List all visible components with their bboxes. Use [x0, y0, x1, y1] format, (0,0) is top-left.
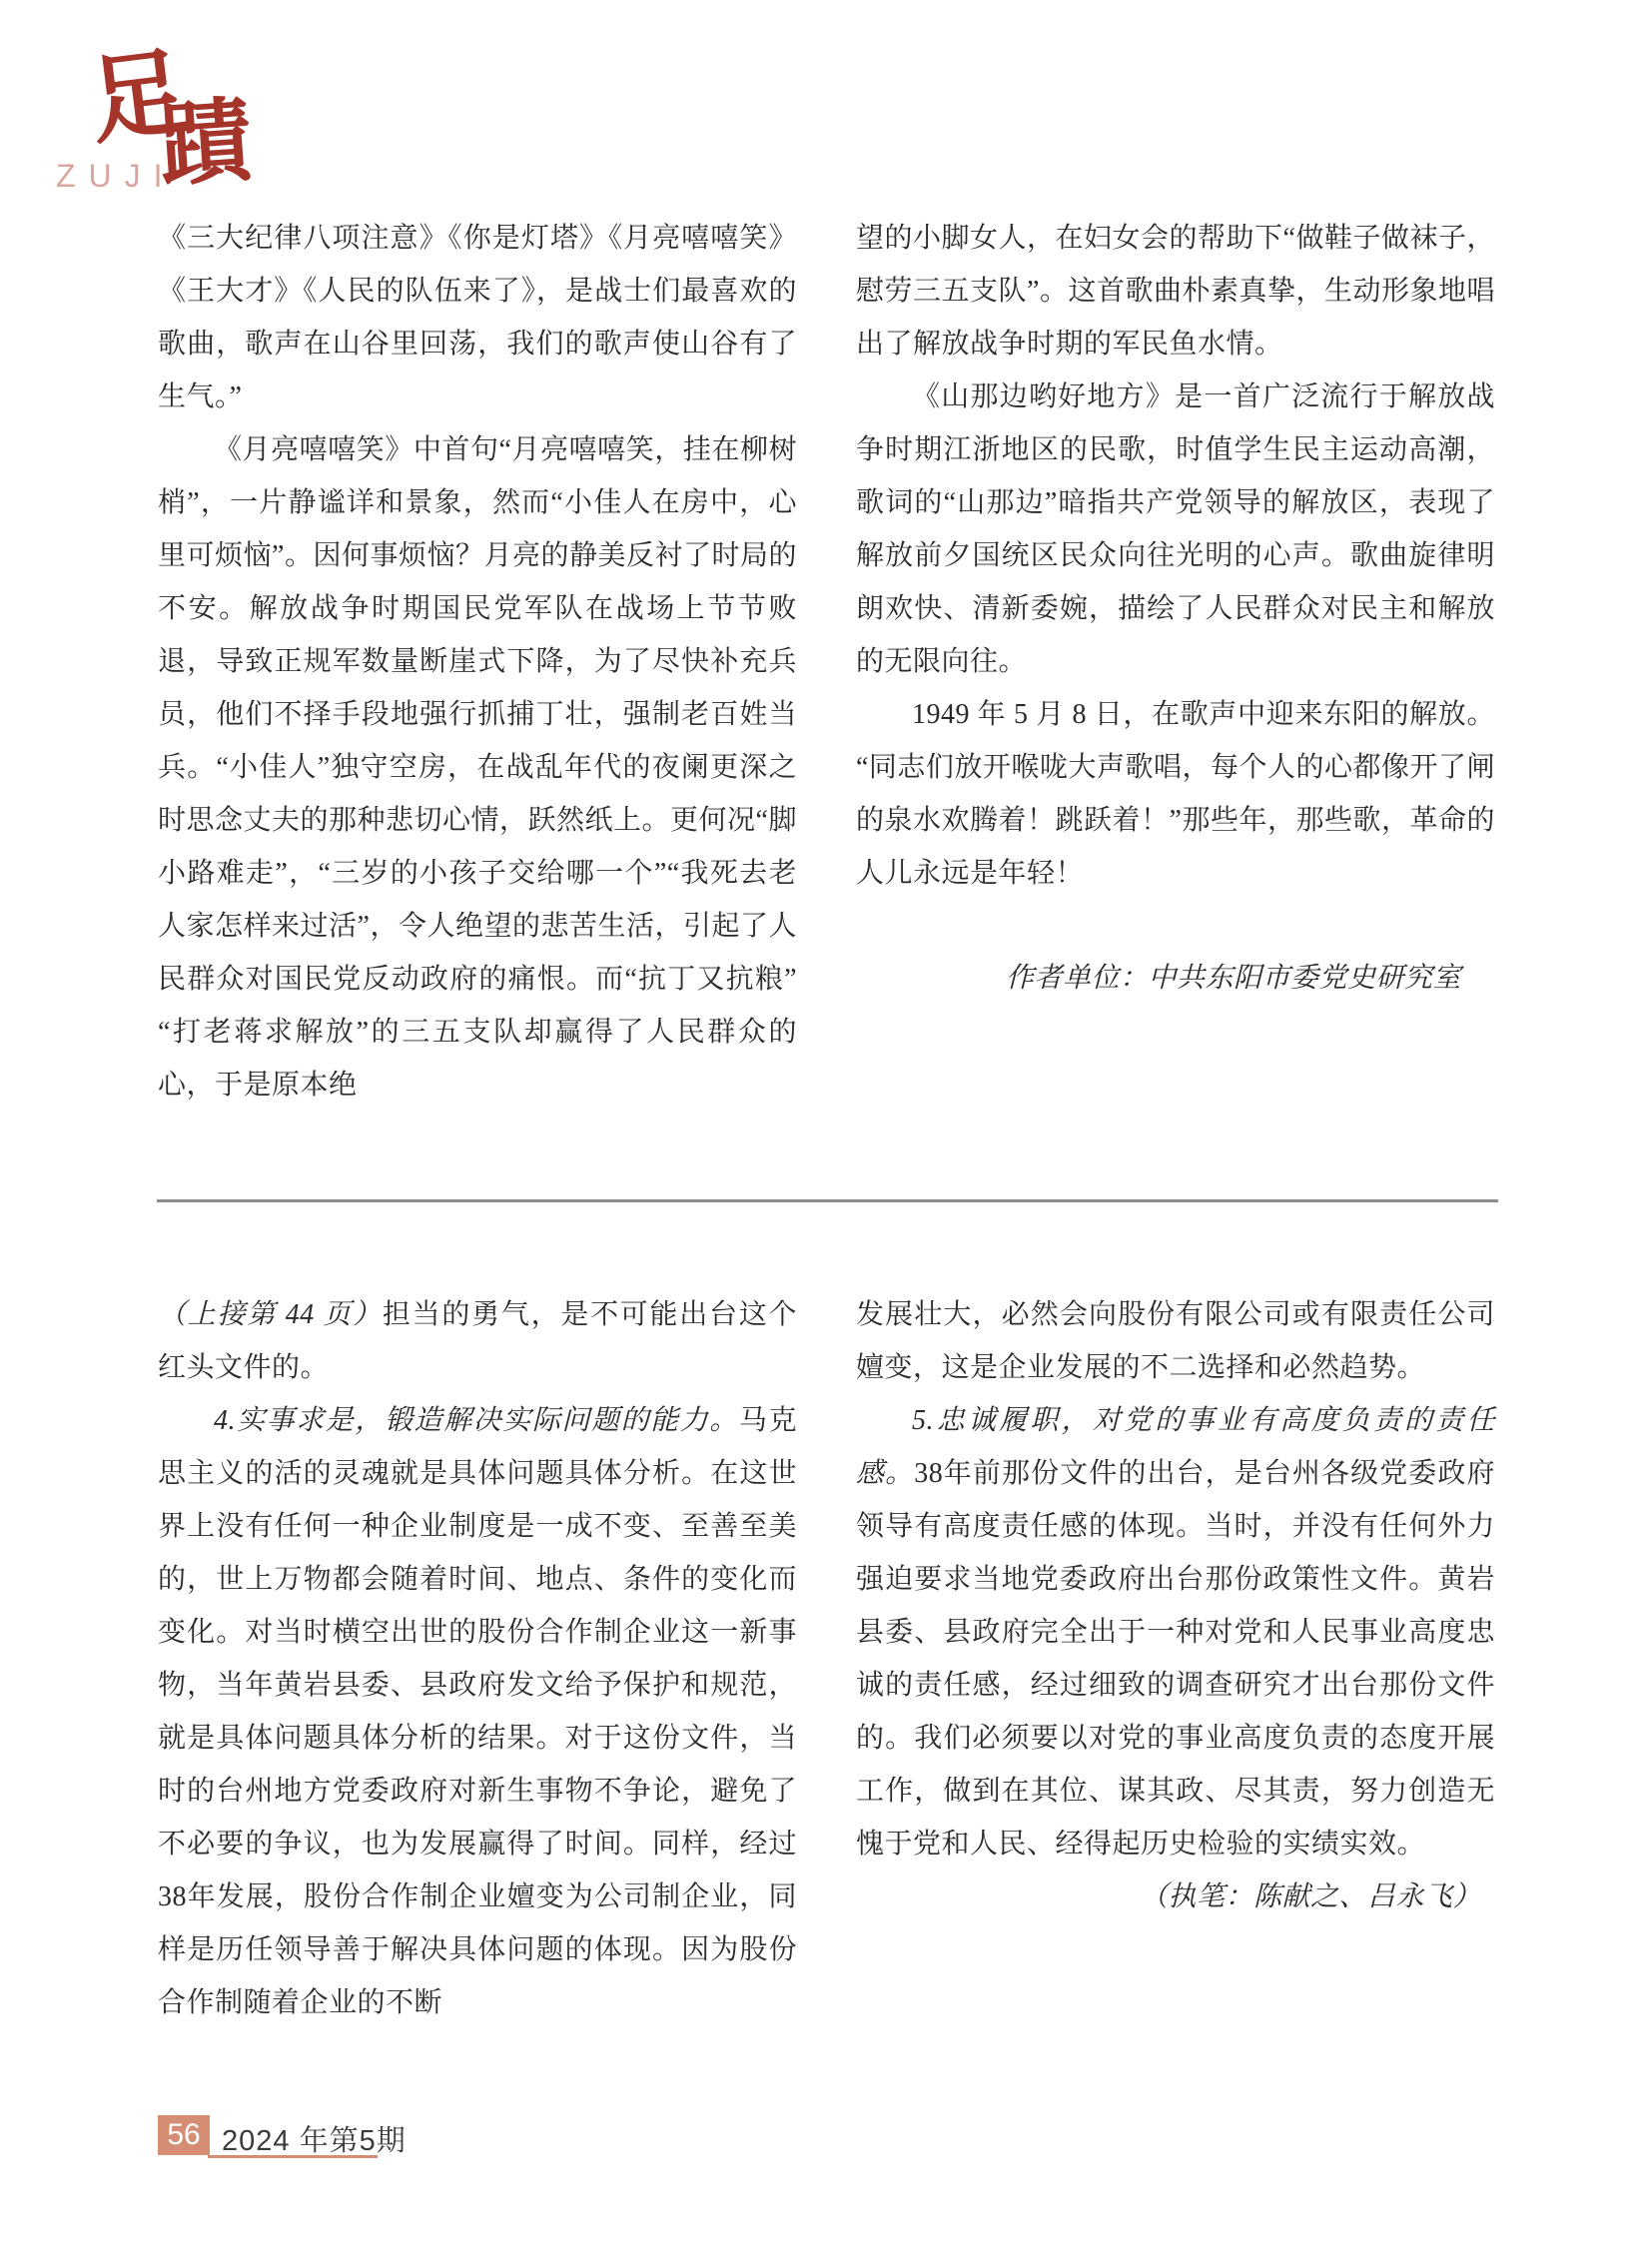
top-right-column	[856, 212, 1495, 1112]
byline: （执笔：陈献之、吕永飞）	[1139, 1881, 1481, 1912]
paragraph: 《月亮嘻嘻笑》中首句“月亮嘻嘻笑，挂在柳树梢”，一片静谧详和景象，然而“小佳人在房中，心里可烦恼”。因何事烦恼？月亮的静美反衬了时局的不安。解放战争时期国民党军队在战场上节节败退，导致正规军数量断崖式下降，为了尽快补充兵员，他们不择手段地强行抓捕丁壮，强制老百姓当兵。“小佳人”独守空房，在战乱年代的夜阑更深之时思念丈夫的那种悲切心情，跃然纸上。更何况“脚小路难走”，“三岁的小孩子交给哪一个”“我死去老人家怎样来过活”，令人绝望的悲苦生活，引起了人民群众对国民党反动政府的痛恨。而“抗丁又抗粮”“打老蒋求解放”的三五支队却赢得了人民群众的心，于是原本绝	[158, 434, 797, 1101]
numbered-point-lead: 5.忠诚履职，对党的事业有高度负责的责任感。	[856, 1405, 1495, 1489]
logo-subtitle: ZUJI	[56, 158, 176, 194]
paragraph: 《三大纪律八项注意》《你是灯塔》《月亮嘻嘻笑》《王大才》《人民的队伍来了》，是战士们最喜欢的歌曲，歌声在山谷里回荡，我们的歌声使山谷有了生气。”	[158, 223, 797, 412]
paragraph-text: 马克思主义的活的灵魂就是具体问题具体分析。在这世界上没有任何一种企业制度是一成不变、至善至美的，世上万物都会随着时间、地点、条件的变化而变化。对当时横空出世的股份合作制企业这一新事物，当年黄岩县委、县政府发文给予保护和规范，就是具体问题具体分析的结果。对于这份文件，当时的台州地方党委政府对新生事物不争论，避免了不必要的争议，也为发展赢得了时间。同样，经过38年发展，股份合作制企业嬗变为公司制企业，同样是历任领导善于解决具体问题的体现。因为股份合作制随着企业的不断	[158, 1405, 797, 2018]
paragraph: 发展壮大，必然会向股份有限公司或有限责任公司嬗变，这是企业发展的不二选择和必然趋势。	[856, 1299, 1495, 1383]
page-number-badge: 56	[158, 2115, 210, 2155]
bottom-right-column	[856, 1288, 1495, 2029]
zuji-logo	[40, 30, 300, 210]
numbered-point-lead: 4.实事求是，锻造解决实际问题的能力。	[214, 1405, 739, 1436]
paragraph-text: 担当的勇气，是不可能出台这个红头文件的。	[158, 1299, 797, 1383]
paragraph	[158, 1394, 797, 2029]
section-divider	[157, 1199, 1498, 1202]
page-footer	[158, 2115, 657, 2165]
paragraph: 望的小脚女人，在妇女会的帮助下“做鞋子做袜子，慰劳三五支队”。这首歌曲朴素真挚，生动形象地唱出了解放战争时期的军民鱼水情。	[856, 223, 1495, 360]
bottom-article-section	[158, 1288, 1496, 2029]
issue-label: 2024 年第5期	[222, 2125, 407, 2157]
paragraph-text: 38年前那份文件的出台，是台州各级党委政府领导有高度责任感的体现。当时，并没有任何外力强迫要求当地党委政府出台那份政策性文件。黄岩县委、县政府完全出于一种对党和人民事业高度忠诚的责任感，经过细致的调查研究才出台那份文件的。我们必须要以对党的事业高度负责的态度开展工作，做到在其位、谋其政、尽其责，努力创造无愧于党和人民、经得起历史检验的实绩实效。	[856, 1458, 1495, 1860]
paragraph	[158, 1288, 797, 1394]
top-article-section	[158, 212, 1496, 1112]
paragraph: 《山那边哟好地方》是一首广泛流行于解放战争时期江浙地区的民歌，时值学生民主运动高潮，歌词的“山那边”暗指共产党领导的解放区，表现了解放前夕国统区民众向往光明的心声。歌曲旋律明朗欢快、清新委婉，描绘了人民群众对民主和解放的无限向往。	[856, 381, 1495, 677]
logo-calligraphy-ji: 蹟	[156, 89, 256, 199]
paragraph	[856, 1394, 1495, 1870]
logo-calligraphy-zu: 足	[83, 38, 193, 157]
paragraph: 1949 年 5 月 8 日，在歌声中迎来东阳的解放。“同志们放开喉咙大声歌唱，每个人的心都像开了闸的泉水欢腾着！跳跃着！”那些年，那些歌，革命的人儿永远是年轻！	[856, 699, 1495, 889]
top-left-column	[158, 212, 797, 1112]
continued-from-note: （上接第 44 页）	[158, 1299, 383, 1330]
author-affiliation: 作者单位：中共东阳市委党史研究室	[1005, 963, 1461, 994]
bottom-left-column	[158, 1288, 797, 2029]
